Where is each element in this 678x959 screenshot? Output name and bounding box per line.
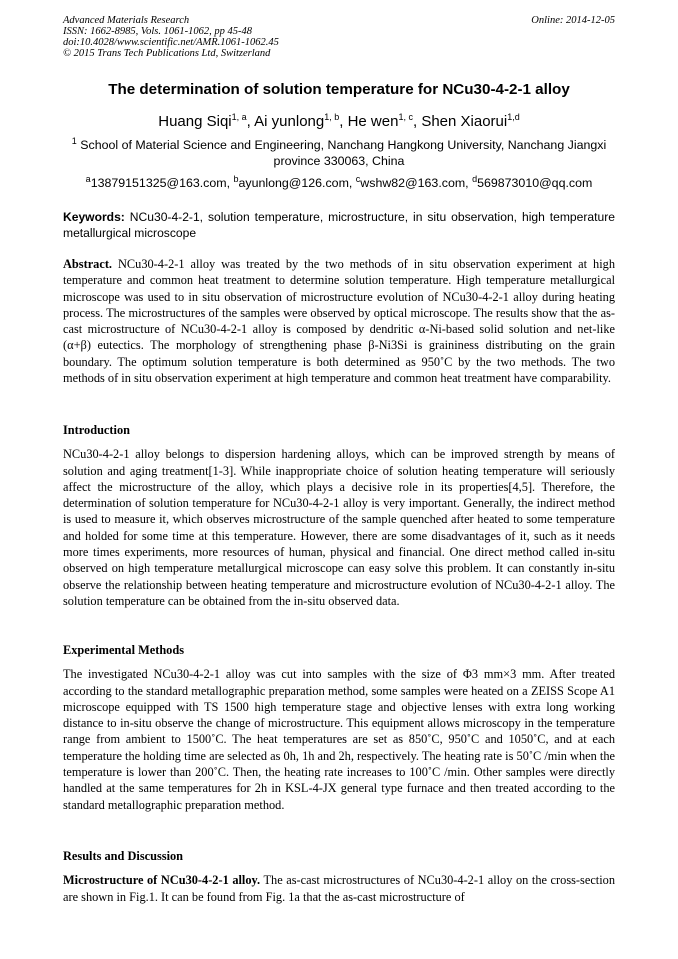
email-link[interactable]: 569873010@qq.com	[477, 176, 593, 190]
experimental-text: The investigated NCu30-4-2-1 alloy was cut into samples with the size of Φ3 mm×3 mm. After treated according to the standard metallographic preparation method, some samples were heated on a ZEISS Scope A1 microscope equipped with TS 1500 high temperature stage and objective lenses with extra long working distance to in-situ observe the change of microstructure. This equipment allows microscopy in the temperature range from ambient to 1500˚C. The heat temperatures are set as 850˚C, 950˚C and 1050˚C, and at each temperature the holding time are selected as 0h, 1h and 2h, respectively. The heating rate is 50˚C /min when the temperature is lower than 200˚C. Then, the heating rate increases to 100˚C /min. Other samples were directly handled at the same temperatures for 2h in KSL-4-JX general type furnace and then treated according to the standard metallographic preparation method.	[63, 667, 615, 812]
author-sup: 1,d	[507, 112, 520, 122]
email-sup: c	[355, 173, 361, 184]
keywords	[63, 209, 615, 241]
section-heading: Experimental Methods	[63, 643, 185, 657]
journal-header	[63, 15, 423, 59]
email-list: $^a$13879151325@163.com, $^b$ayunlong@126.com, $^c$wshw82@163.com, $^d$569873010@qq.com	[85, 173, 593, 190]
results-paragraph	[63, 872, 615, 905]
author-name: He wen	[347, 113, 399, 130]
abstract-text: NCu30-4-2-1 alloy was treated by the two methods of in situ observation experiment at high temperature and common heat treatment to determine solution temperature. High temperature metallurgical microscope was used to in situ observation of microstructure evolution of NCu30-4-2-1 alloy during heating process. The microstructures of the samples were observed by optical microscope. The results show that the as-cast microstructure of NCu30-4-2-1 alloy is composed by dendritic α-Ni-based solid solution and net-like (α+β) eutectics. The morphology of strengthening phase β-Ni3Si is graininess distributing on the grain boundary. The optimum solution temperature is both determined as 950˚C by the two methods. The two methods of in situ observation experiment at high temperature and common heat treatment have comparability.	[63, 257, 616, 386]
affiliation-text: School of Material Science and Engineering, Nanchang Hangkong University, Nanchang Jiangxi province 330063, China	[80, 138, 607, 168]
author-name: Shen Xiaorui	[421, 113, 508, 130]
author-sup: 1, c	[398, 112, 413, 122]
results-section	[63, 848, 615, 905]
author-sup: 1, a	[231, 112, 247, 122]
affiliation-sup: 1	[71, 135, 77, 146]
results-sublabel: Microstructure of NCu30-4-2-1 alloy.	[63, 873, 261, 888]
abstract-label: Abstract.	[63, 257, 113, 271]
results-text: The as-cast microstructures of NCu30-4-2-1 alloy on the cross-section are shown in Fig.1. It can be found from Fig. 1a that the as-cast microstructure of	[63, 873, 616, 904]
section-heading: Results and Discussion	[63, 849, 184, 863]
abstract-section	[63, 256, 615, 386]
introduction-section	[63, 422, 615, 609]
keywords-label: Keywords:	[63, 210, 125, 224]
section-heading: Introduction	[63, 423, 130, 437]
abstract-paragraph	[63, 256, 615, 386]
online-date: Online: 2014-12-05	[531, 15, 615, 26]
author-list: Huang Siqi$^{1, a}$, Ai yunlong$^{1, b}$, He wen$^{1, c}$, Shen Xiaorui$^{1,d}$	[158, 112, 520, 130]
copyright-line: © 2015 Trans Tech Publications Ltd, Switzerland	[63, 48, 271, 59]
keywords-text: NCu30-4-2-1, solution temperature, microstructure, in situ observation, high temperature metallurgical microscope	[63, 210, 615, 240]
paper-title: The determination of solution temperature for NCu30-4-2-1 alloy	[108, 81, 570, 98]
author-sup: 1, b	[324, 112, 340, 122]
email-sup: b	[233, 173, 239, 184]
email-sup: a	[85, 173, 91, 184]
email-sup: d	[472, 173, 478, 184]
author-name: Huang Siqi	[158, 113, 232, 130]
journal-name: Advanced Materials Research	[63, 15, 190, 26]
doi-line: doi:10.4028/www.scientific.net/AMR.1061-1062.45	[63, 37, 279, 48]
introduction-text: NCu30-4-2-1 alloy belongs to dispersion hardening alloys, which can be improved strength by means of solution and aging treatment[1-3]. While inappropriate choice of solution heating temperature will seriously affect the microstructure of the alloy, which plays a decisive role in its properties[4,5]. Therefore, the determination of solution temperature for NCu30-4-2-1 alloy is very important. Generally, the indirect method is used to measure it, which observes microstructure of the sample quenched after heated to some temperature and holded for some time at this temperature. However, there are some disadvantages of it, such as it needs more times experiments, more resources of human, physical and financial. One direct method called in-situ observed on high temperature metallurgical microscope can easy solve this problem. It can constantly in-situ observe the relationship between heating temperature and microstructure evolution of NCu30-4-2-1 alloy. The solution temperature can be obtained from the in-situ observed data.	[63, 447, 615, 608]
issn-line: ISSN: 1662-8985, Vols. 1061-1062, pp 45-48	[63, 26, 252, 37]
author-name: Ai yunlong	[254, 113, 325, 130]
email-link[interactable]: ayunlong@126.com	[238, 176, 349, 190]
affiliation	[63, 137, 615, 169]
email-link[interactable]: 13879151325@163.com	[90, 176, 227, 190]
email-link[interactable]: wshw82@163.com	[360, 176, 466, 190]
experimental-section	[63, 642, 615, 813]
